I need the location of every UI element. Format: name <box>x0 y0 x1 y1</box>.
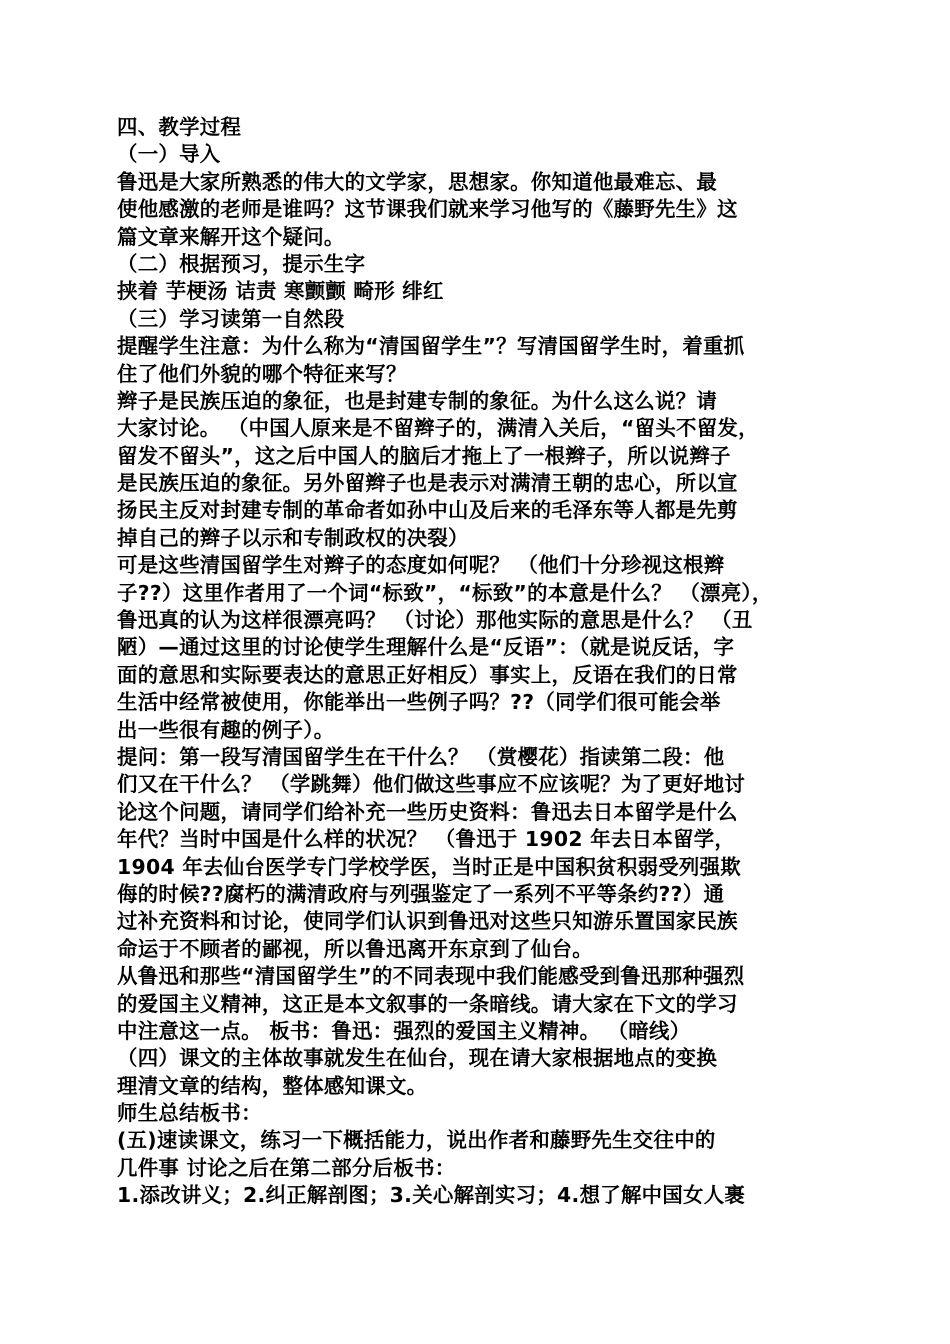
subsection-heading: (五)速读课文，练习一下概括能力，说出作者和藤野先生交往中的 <box>117 1128 716 1153</box>
paragraph-line: 们又在干什么？ （学跳舞）他们做这些事应不应该呢？为了更好地讨 <box>117 772 746 797</box>
paragraph-line: 是民族压迫的象征。另外留辫子也是表示对满清王朝的忠心，所以宣 <box>117 471 738 496</box>
paragraph-line: 命运于不顾者的鄙视，所以鲁迅离开东京到了仙台。 <box>117 936 593 961</box>
list-line: 1.添改讲义；2.纠正解剖图；3.关心解剖实习；4.想了解中国女人裹 <box>117 1183 746 1208</box>
paragraph-line: 子??）这里作者用了一个词“标致”，“标致”的本意是什么？ （漂亮）， <box>117 580 773 605</box>
paragraph-line: 论这个问题，请同学们给补充一些历史资料：鲁迅去日本留学是什么 <box>117 799 738 824</box>
paragraph-line: 提醒学生注意：为什么称为“清国留学生”？写清国留学生时，着重抓 <box>117 334 745 359</box>
subsection-heading: （四）课文的主体故事就发生在仙台，现在请大家根据地点的变换 <box>117 1046 718 1071</box>
paragraph-line: 大家讨论。 （中国人原来是不留辫子的，满清入关后，“留头不留发， <box>117 416 759 441</box>
paragraph-line: 面的意思和实际要表达的意思正好相反）事实上，反语在我们的日常 <box>117 662 738 687</box>
paragraph-line: 的爱国主义精神，这正是本文叙事的一条暗线。请大家在下文的学习 <box>117 991 738 1016</box>
paragraph-line: 过补充资料和讨论，使同学们认识到鲁迅对这些只知游乐置国家民族 <box>117 909 738 934</box>
paragraph-line: 侮的时候??腐朽的满清政府与列强鉴定了一系列不平等条约??）通 <box>117 881 725 906</box>
vocabulary-line: 挟着 芋梗汤 诘责 寒颤颤 畸形 绯红 <box>117 279 444 304</box>
section-heading: 四、教学过程 <box>117 115 242 139</box>
paragraph-line: 鲁迅是大家所熟悉的伟大的文学家，思想家。你知道他最难忘、最 <box>117 169 718 194</box>
document-page <box>117 114 839 1210</box>
paragraph-line: 理清文章的结构，整体感知课文。 <box>117 1073 428 1098</box>
paragraph-line: 可是这些清国留学生对辫子的态度如何呢？ （他们十分珍视这根辫 <box>117 553 725 578</box>
subsection-heading: （一）导入 <box>117 142 221 167</box>
paragraph-line: 1904 年去仙台医学专门学校学医，当时正是中国积贫积弱受列强欺 <box>117 854 741 879</box>
paragraph-line: 从鲁迅和那些“清国留学生”的不同表现中我们能感受到鲁迅那种强烈 <box>117 964 745 989</box>
paragraph-line: 住了他们外貌的哪个特征来写？ <box>117 361 407 386</box>
paragraph-line: 鲁迅真的认为这样很漂亮吗？ （讨论）那他实际的意思是什么？ （丑 <box>117 608 753 633</box>
paragraph-line: 生活中经常被使用，你能举出一些例子吗？??（同学们很可能会举 <box>117 690 721 715</box>
paragraph-line: 扬民主反对封建专制的革命者如孙中山及后来的毛泽东等人都是先剪 <box>117 498 738 523</box>
paragraph-line: 留发不留头”，这之后中国人的脑后才拖上了一根辫子，所以说辫子 <box>117 443 731 468</box>
paragraph-line: 师生总结板书： <box>117 1101 262 1126</box>
paragraph-line: 年代？当时中国是什么样的状况？ （鲁迅于 1902 年去日本留学， <box>117 827 736 852</box>
paragraph-line: 篇文章来解开这个疑问。 <box>117 224 345 249</box>
subsection-heading: （二）根据预习，提示生字 <box>117 251 366 276</box>
paragraph-line: 掉自己的辫子以示和专制政权的决裂） <box>117 525 469 550</box>
paragraph-line: 出一些很有趣的例子）。 <box>117 717 335 742</box>
paragraph-line: 中注意这一点。 板书：鲁迅：强烈的爱国主义精神。 （暗线） <box>117 1018 691 1043</box>
subsection-heading: （三）学习读第一自然段 <box>117 306 345 331</box>
paragraph-line: 辫子是民族压迫的象征，也是封建专制的象征。为什么这么说？请 <box>117 388 718 413</box>
paragraph-line: 使他感激的老师是谁吗？这节课我们就来学习他写的《藤野先生》这 <box>117 197 738 222</box>
paragraph-line: 陋）—通过这里的讨论使学生理解什么是“反语”：（就是说反话，字 <box>117 635 735 660</box>
paragraph-line: 提问：第一段写清国留学生在干什么？ （赏樱花）指读第二段：他 <box>117 744 725 769</box>
paragraph-line: 几件事 讨论之后在第二部分后板书： <box>117 1155 456 1180</box>
